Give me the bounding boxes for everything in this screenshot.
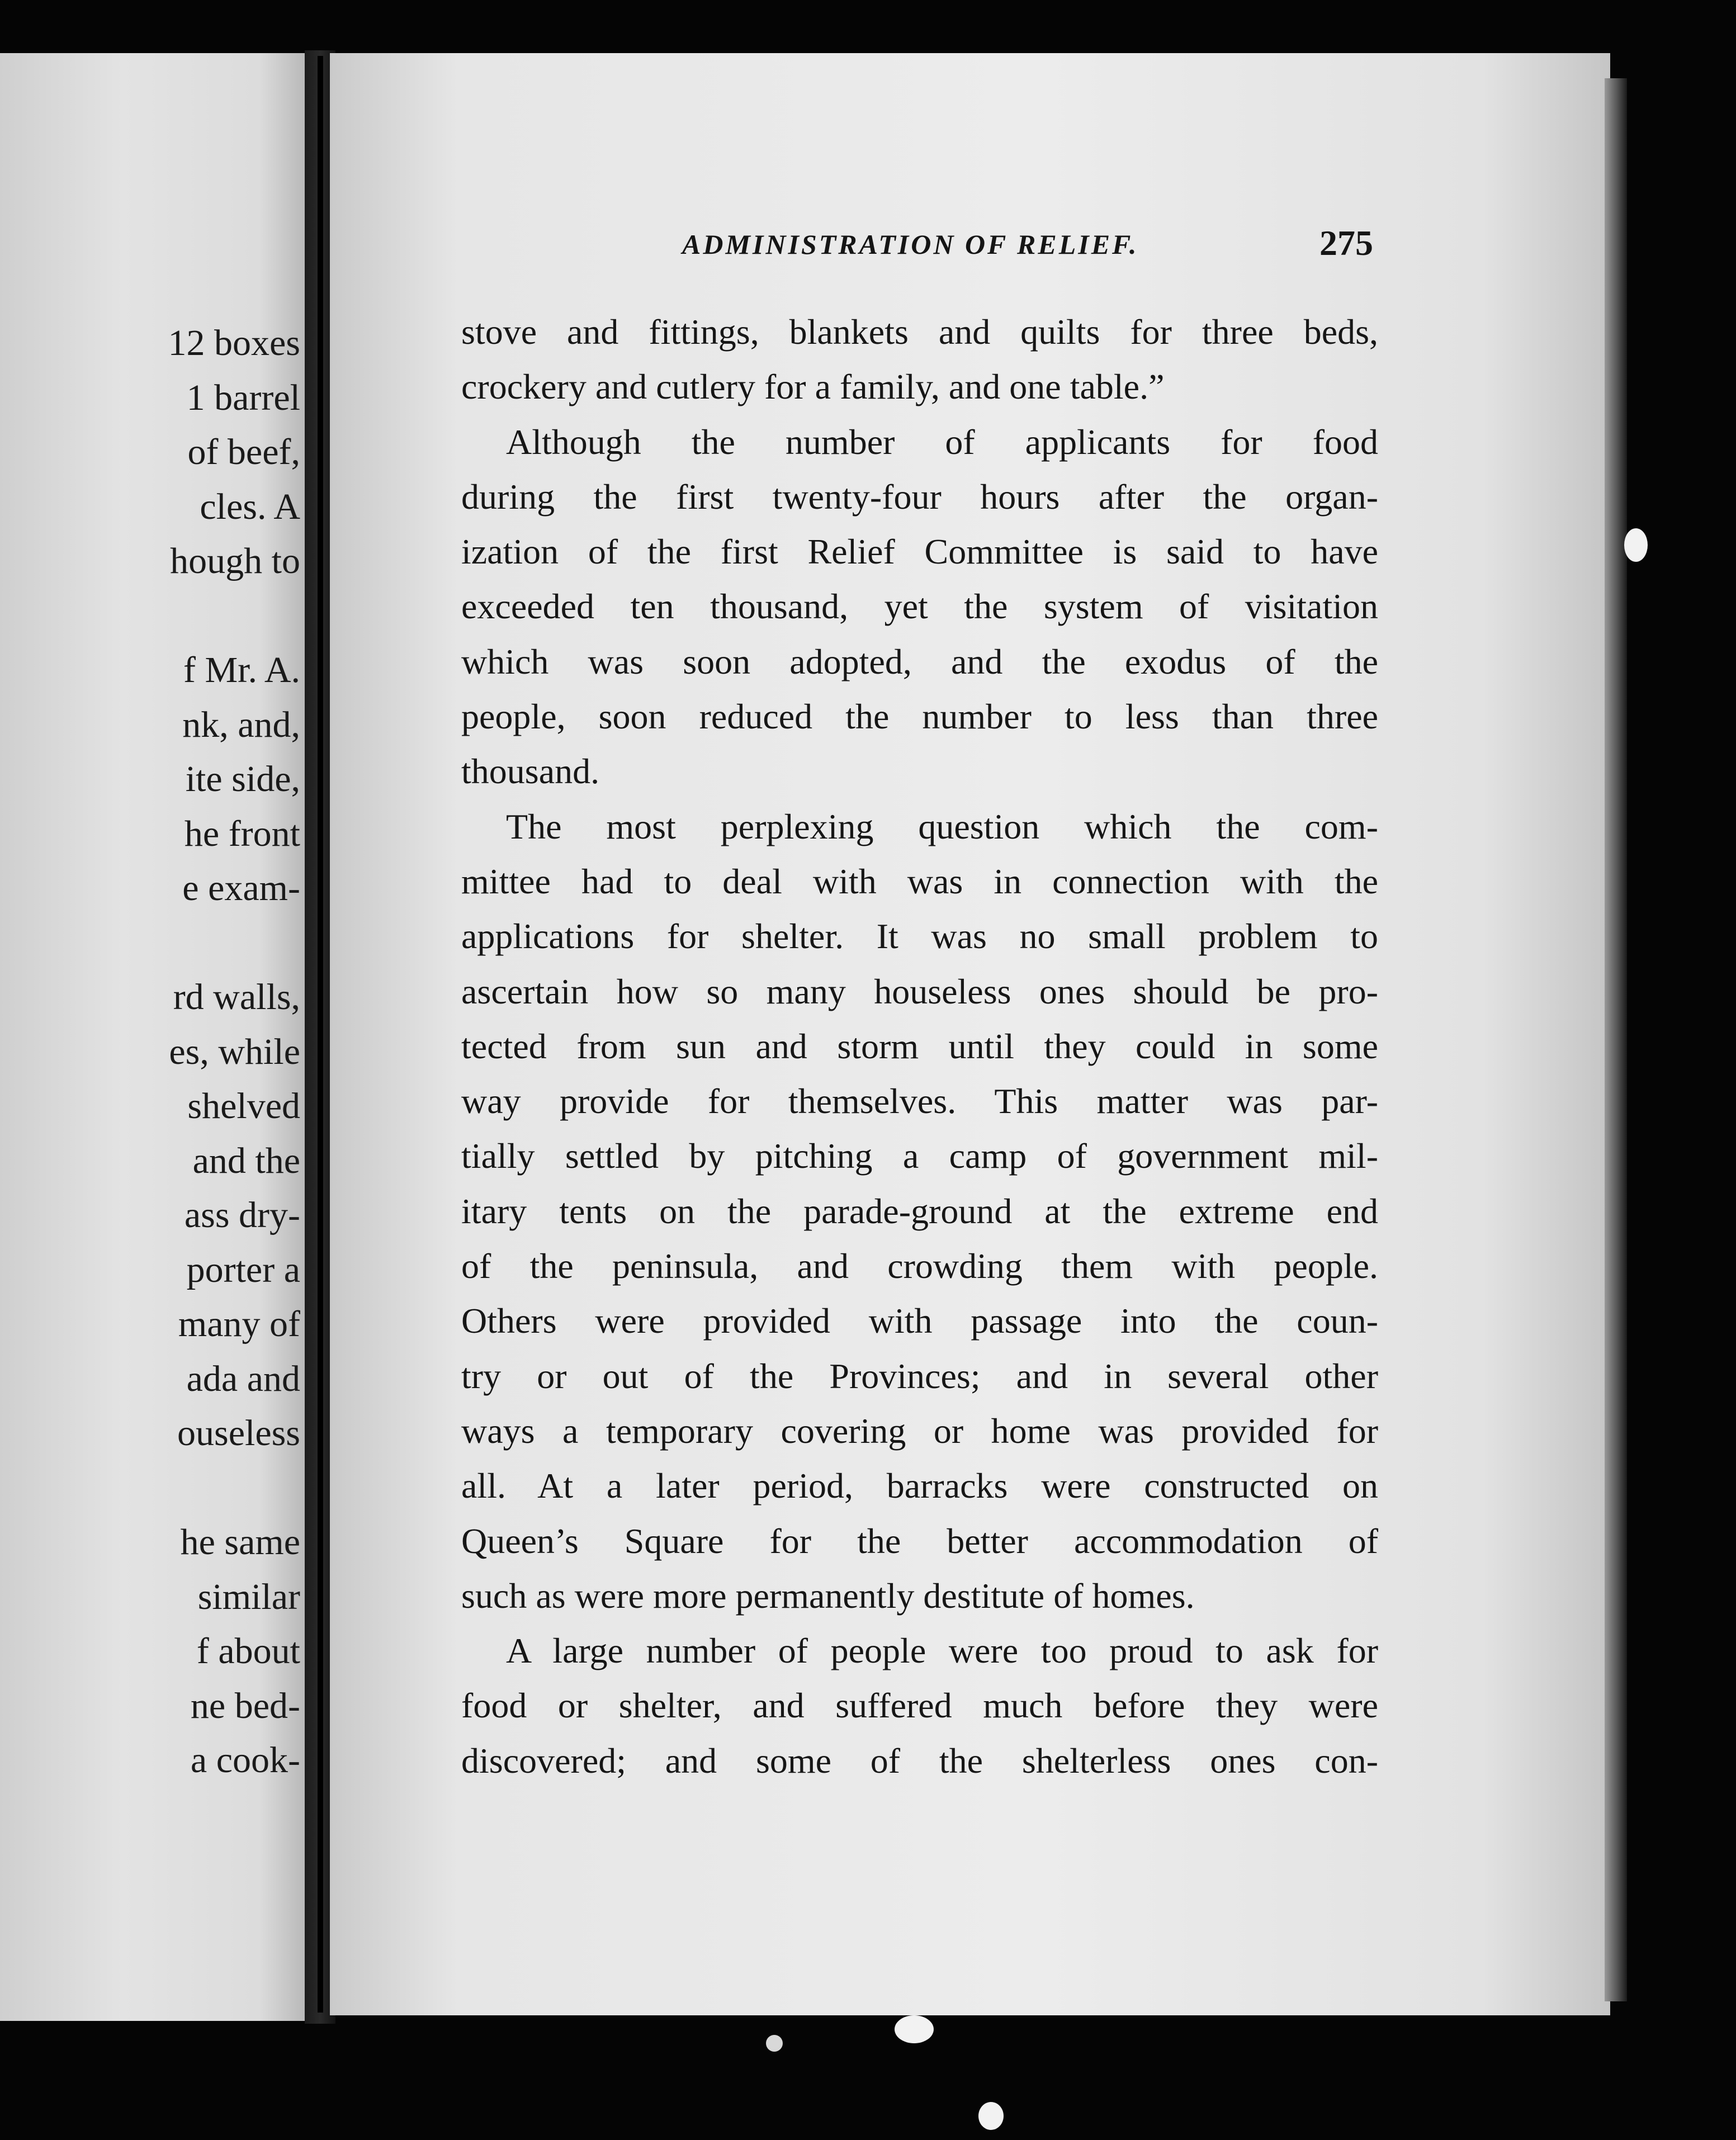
body-line: Others were provided with passage into the coun- bbox=[461, 1301, 1378, 1341]
body-line: exceeded ten thousand, yet the system of visitation bbox=[461, 586, 1378, 627]
left-page-line: of beef, bbox=[187, 432, 300, 472]
body-line: stove and fittings, blankets and quilts for three beds, bbox=[461, 312, 1378, 352]
left-page-line: f Mr. A. bbox=[183, 650, 300, 690]
left-page-line: ada and bbox=[186, 1358, 300, 1399]
dust-speck bbox=[1624, 528, 1648, 562]
dust-speck bbox=[895, 2015, 934, 2043]
left-page-line: 12 boxes bbox=[168, 323, 300, 363]
left-page-line: ass dry- bbox=[184, 1195, 300, 1235]
left-page-line: shelved bbox=[187, 1086, 300, 1126]
body-line: ways a temporary covering or home was provided for bbox=[461, 1410, 1378, 1451]
body-line: ization of the first Relief Committee is said to have bbox=[461, 532, 1378, 572]
left-page-line: ite side, bbox=[185, 759, 300, 799]
body-line: discovered; and some of the shelterless ones con- bbox=[461, 1740, 1378, 1781]
body-line: food or shelter, and suffered much before they were bbox=[461, 1686, 1378, 1726]
body-line: mittee had to deal with was in connection with the bbox=[461, 861, 1378, 901]
body-line: during the first twenty-four hours after the organ- bbox=[461, 476, 1378, 517]
left-page-line: ouseless bbox=[177, 1413, 300, 1454]
left-page-line bbox=[10, 916, 300, 970]
left-page-line: a cook- bbox=[190, 1740, 300, 1781]
body-line: of the peninsula, and crowding them with people. bbox=[461, 1246, 1378, 1286]
body-line: try or out of the Provinces; and in several other bbox=[461, 1356, 1378, 1396]
body-line: which was soon adopted, and the exodus of the bbox=[461, 641, 1378, 681]
left-page-line: hough to bbox=[170, 541, 300, 581]
left-page-line bbox=[10, 1461, 300, 1516]
left-page-line: many of bbox=[178, 1304, 300, 1344]
left-page-text bbox=[10, 316, 300, 1788]
body-line: Although the number of applicants for food bbox=[506, 422, 1378, 462]
body-line: A large number of people were too proud to ask for bbox=[506, 1631, 1378, 1671]
body-line: tially settled by pitching a camp of government mil- bbox=[461, 1136, 1378, 1176]
gutter-shadow bbox=[318, 56, 323, 2013]
body-line: thousand. bbox=[461, 751, 600, 792]
body-line: applications for shelter. It was no small problem to bbox=[461, 916, 1378, 957]
body-text bbox=[461, 305, 1378, 1788]
body-line: Queen’s Square for the better accommodation of bbox=[461, 1521, 1378, 1561]
left-page-line: 1 barrel bbox=[186, 377, 300, 418]
left-page bbox=[0, 53, 305, 2021]
dust-speck bbox=[978, 2102, 1004, 2130]
body-line: such as were more permanently destitute of homes. bbox=[461, 1575, 1195, 1616]
page-edge bbox=[1605, 78, 1627, 2001]
body-line: way provide for themselves. This matter was par- bbox=[461, 1081, 1378, 1121]
running-head: ADMINISTRATION OF RELIEF. bbox=[682, 229, 1139, 260]
left-page-line: and the bbox=[192, 1140, 300, 1181]
left-page-line: he same bbox=[180, 1522, 300, 1563]
body-line: ascertain how so many houseless ones should be pro- bbox=[461, 971, 1378, 1011]
dust-speck bbox=[766, 2035, 783, 2052]
left-page-line: rd walls, bbox=[173, 977, 300, 1017]
left-page-line: cles. A bbox=[200, 486, 300, 527]
body-line: all. At a later period, barracks were constructed on bbox=[461, 1466, 1378, 1506]
body-line: The most perplexing question which the com- bbox=[506, 806, 1378, 846]
left-page-line bbox=[10, 589, 300, 643]
left-page-line: e exam- bbox=[182, 868, 300, 908]
left-page-line: f about bbox=[196, 1631, 300, 1672]
left-page-line: similar bbox=[197, 1576, 300, 1617]
body-line: tected from sun and storm until they could in some bbox=[461, 1026, 1378, 1066]
body-line: people, soon reduced the number to less than three bbox=[461, 697, 1378, 737]
body-line: crockery and cutlery for a family, and one table.” bbox=[461, 367, 1165, 407]
left-page-line: he front bbox=[184, 813, 300, 854]
left-page-line: es, while bbox=[169, 1031, 300, 1072]
page-number: 275 bbox=[1319, 223, 1373, 263]
body-line: itary tents on the parade-ground at the extreme end bbox=[461, 1191, 1378, 1231]
left-page-line: porter a bbox=[186, 1249, 300, 1290]
left-page-line: ne bed- bbox=[190, 1685, 300, 1726]
left-page-line: nk, and, bbox=[182, 704, 300, 745]
